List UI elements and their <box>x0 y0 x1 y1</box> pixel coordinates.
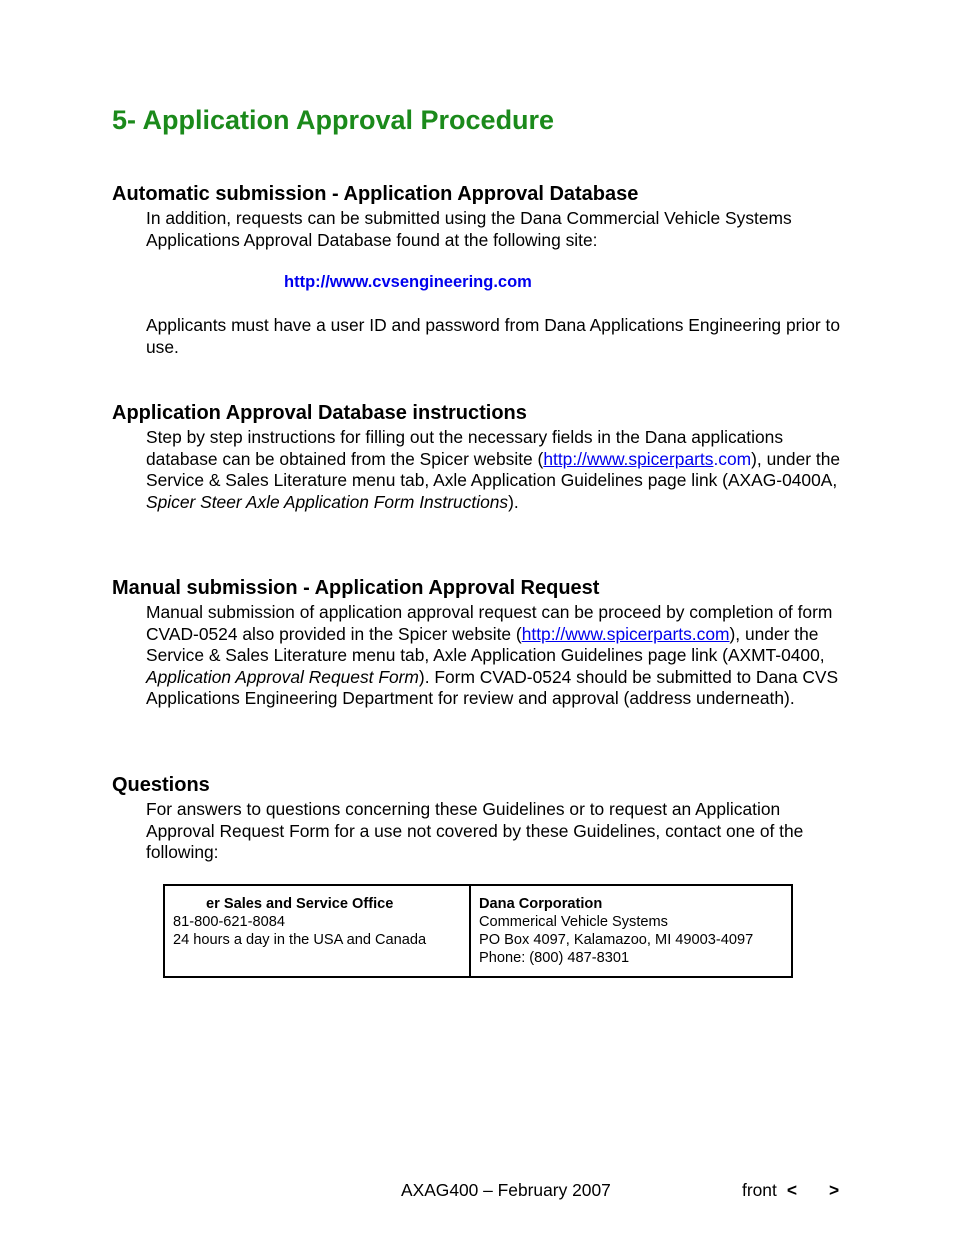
sales-office-hours: 24 hours a day in the USA and Canada <box>173 932 427 948</box>
prev-page-arrow[interactable]: < <box>786 1180 797 1200</box>
footer-doc-id: AXAG400 – February 2007 <box>401 1180 611 1200</box>
automatic-paragraph-1: In addition, requests can be submitted using the Dana Commercial Vehicle Systems Applications Approval Database found at the following site: <box>146 208 792 250</box>
sales-office-title: er Sales and Service Office <box>206 896 394 912</box>
contact-cell-sales-office <box>165 886 471 976</box>
section-heading-instructions: Application Approval Database instructions <box>112 402 527 424</box>
contact-cell-dana <box>471 886 791 976</box>
front-link[interactable]: front <box>742 1180 777 1200</box>
cvsengineering-link[interactable]: http://www.cvsengineering.com <box>284 273 532 291</box>
next-page-arrow[interactable]: > <box>828 1180 840 1200</box>
contact-table <box>163 884 793 978</box>
manual-paragraph <box>146 602 846 710</box>
instructions-text-after: ). <box>508 491 519 512</box>
section-heading-automatic: Automatic submission - Application Approval Database <box>112 183 639 205</box>
automatic-paragraph-2: Applicants must have a user ID and password from Dana Applications Engineering prior to use. <box>146 315 841 357</box>
dana-division: Commerical Vehicle Systems <box>479 914 668 930</box>
spicerparts-link-2[interactable]: http://www.spicerparts.com <box>521 623 730 644</box>
page-title: 5- Application Approval Procedure <box>112 105 555 135</box>
footer-nav <box>742 1180 839 1201</box>
dana-title: Dana Corporation <box>479 896 603 912</box>
instructions-text-mid: ), under the Service & Sales Literature menu tab, Axle Application Guidelines page link (AXAG-0400A, <box>146 448 841 491</box>
questions-paragraph: For answers to questions concerning these Guidelines or to request an Application Approval Request Form for a use not covered by these Guidelines, contact one of the following: <box>146 799 804 863</box>
instructions-text-before: Step by step instructions for filling out the necessary fields in the Dana applications database can be obtained from the Spicer website ( <box>146 427 784 469</box>
manual-text-mid: ), under the Service & Sales Literature menu tab, Axle Application Guidelines page link (AXMT-0400, <box>146 623 825 666</box>
sales-office-phone: 81-800-621-8084 <box>173 914 285 930</box>
manual-text-after: ). Form CVAD-0524 should be submitted to Dana CVS Applications Engineering Department for review and approval (address underneath). <box>146 666 839 709</box>
section-heading-manual: Manual submission - Application Approval Request <box>112 577 600 599</box>
section-heading-questions: Questions <box>112 774 210 796</box>
dana-address: PO Box 4097, Kalamazoo, MI 49003-4097 <box>479 932 754 948</box>
manual-italic: Application Approval Request Form <box>146 666 419 687</box>
instructions-italic: Spicer Steer Axle Application Form Instructions <box>146 491 509 512</box>
spicerparts-link-tail[interactable]: .com <box>713 448 752 469</box>
manual-text-before: Manual submission of application approval request can be proceed by completion of form CVAD-0524 also provided in the Spicer website ( <box>146 602 833 644</box>
instructions-paragraph <box>146 427 846 513</box>
dana-phone: Phone: (800) 487-8301 <box>479 950 630 966</box>
spicerparts-link[interactable]: http://www.spicerparts <box>543 448 714 469</box>
